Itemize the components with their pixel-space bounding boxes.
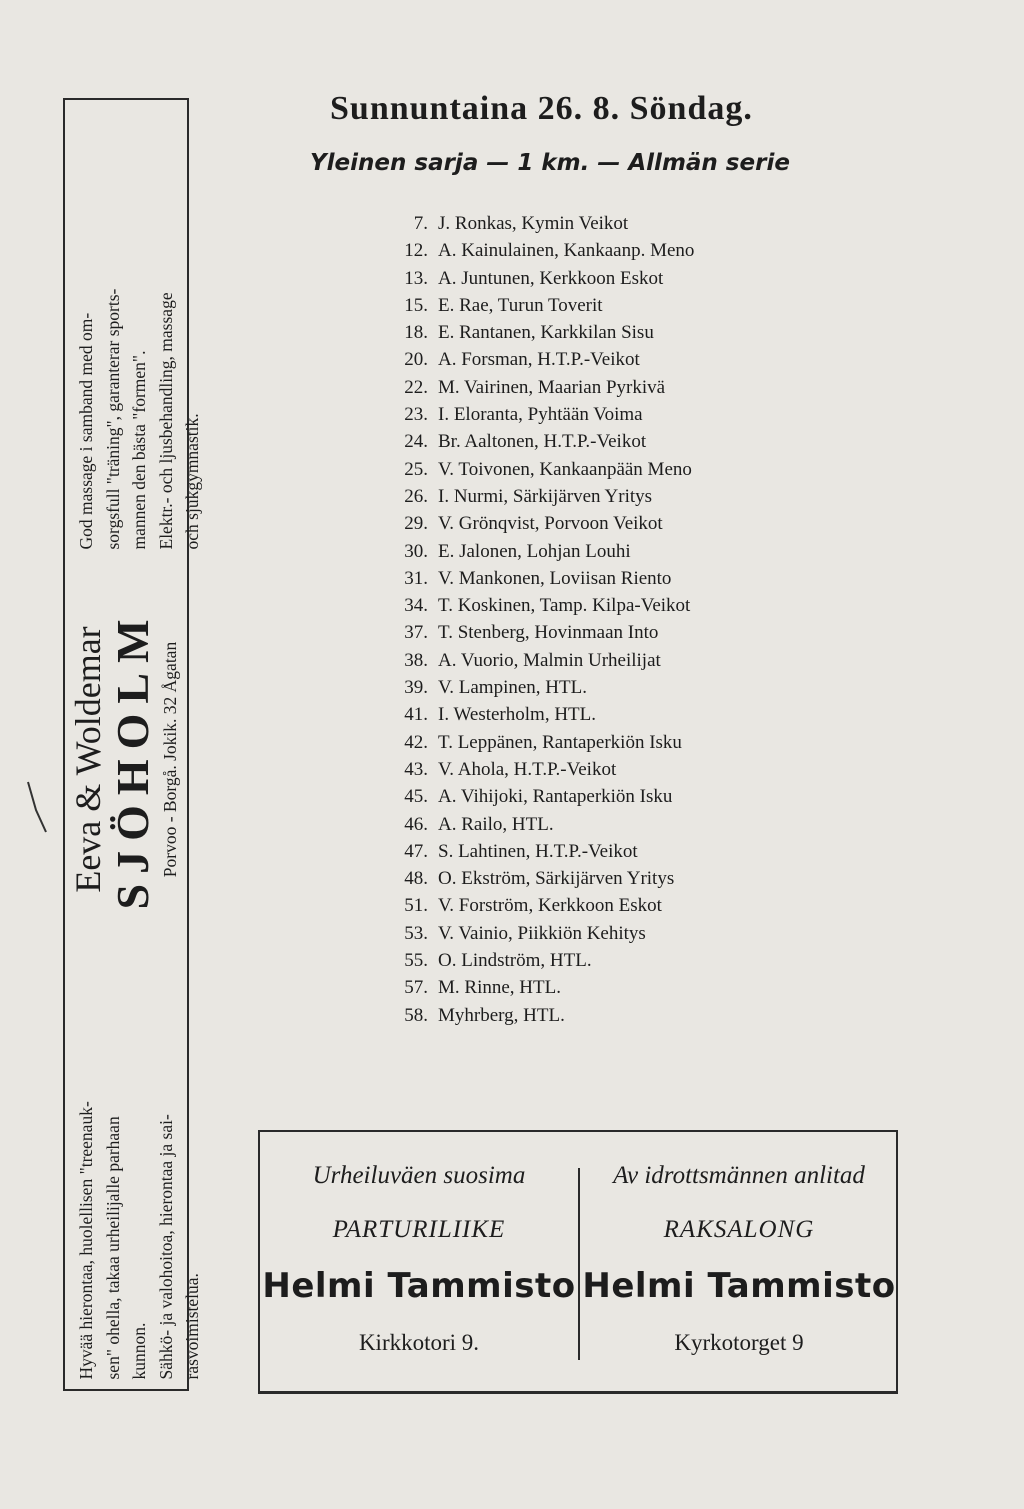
start-number: 34. bbox=[404, 595, 428, 617]
list-item bbox=[380, 947, 840, 974]
start-number: 30. bbox=[404, 540, 428, 562]
side-ad-content bbox=[65, 100, 203, 1389]
start-number: 18. bbox=[404, 322, 428, 344]
participant-name: T. Leppänen, Rantaperkiön Isku bbox=[438, 731, 682, 753]
list-item bbox=[380, 701, 840, 728]
start-number: 41. bbox=[404, 704, 428, 726]
list-item bbox=[380, 346, 840, 373]
participant-name: Myhrberg, HTL. bbox=[438, 1004, 565, 1026]
side-ad-fi-line: Sähkö- ja valohoitoa, hierontaa ja sai- bbox=[155, 1113, 176, 1379]
start-number: 58. bbox=[404, 1004, 428, 1026]
list-item bbox=[380, 1002, 840, 1029]
list-item bbox=[380, 456, 840, 483]
start-number: 42. bbox=[404, 731, 428, 753]
participant-name: V. Vainio, Piikkiön Kehitys bbox=[438, 922, 646, 944]
side-ad-sv-line: sorgsfull "träning", garanterar sports- bbox=[102, 288, 123, 549]
list-item bbox=[380, 592, 840, 619]
start-number: 22. bbox=[404, 376, 428, 398]
participant-name: Br. Aaltonen, H.T.P.-Veikot bbox=[438, 431, 647, 453]
list-item bbox=[380, 483, 840, 510]
start-number: 7. bbox=[413, 213, 428, 234]
participant-name: A. Vuorio, Malmin Urheilijat bbox=[438, 649, 661, 671]
participant-name: V. Ahola, H.T.P.-Veikot bbox=[438, 758, 617, 780]
side-ad-names: Eeva & Woldemar bbox=[68, 625, 108, 893]
start-number: 26. bbox=[404, 485, 428, 507]
page-subtitle: Yleinen sarja — 1 km. — Allmän serie bbox=[310, 150, 790, 176]
list-item bbox=[380, 647, 840, 674]
participant-name: I. Eloranta, Pyhtään Voima bbox=[438, 404, 643, 426]
start-number: 29. bbox=[404, 513, 428, 535]
start-number: 57. bbox=[404, 977, 428, 999]
start-number: 46. bbox=[404, 813, 428, 835]
side-ad-brand-block bbox=[65, 559, 187, 959]
participant-name: V. Forström, Kerkkoon Eskot bbox=[438, 895, 662, 917]
side-ad-sv-line: och sjukgymnastik. bbox=[182, 412, 203, 549]
list-item bbox=[380, 538, 840, 565]
side-ad-finnish-text bbox=[65, 959, 203, 1389]
participant-name: T. Koskinen, Tamp. Kilpa-Veikot bbox=[438, 595, 691, 617]
participant-name: A. Vihijoki, Rantaperkiön Isku bbox=[438, 786, 673, 808]
page-title: Sunnuntaina 26. 8. Söndag. bbox=[330, 90, 753, 127]
participant-list bbox=[380, 210, 840, 1029]
start-number: 38. bbox=[404, 649, 428, 671]
barber-ad-address: Kyrkotorget 9 bbox=[674, 1330, 804, 1355]
start-number: 48. bbox=[404, 868, 428, 890]
list-item bbox=[380, 619, 840, 646]
participant-name: A. Railo, HTL. bbox=[438, 813, 554, 835]
participant-name: M. Rinne, HTL. bbox=[438, 977, 561, 999]
list-item bbox=[380, 510, 840, 537]
participant-name: M. Vairinen, Maarian Pyrkivä bbox=[438, 376, 666, 398]
side-ad-fi-line: Hyvää hierontaa, huolellisen "treenauk- bbox=[76, 1100, 96, 1379]
side-ad-fi-line: rasvoimistelua. bbox=[182, 1272, 203, 1379]
start-number: 51. bbox=[404, 895, 428, 917]
side-ad-fi-line: kunnon. bbox=[129, 1322, 150, 1379]
side-ad-location: Porvoo - Borgå. Jokik. 32 Ågatan bbox=[159, 641, 180, 877]
start-number: 20. bbox=[404, 349, 428, 371]
list-item bbox=[380, 729, 840, 756]
start-number: 45. bbox=[404, 786, 428, 808]
participant-name: O. Ekström, Särkijärven Yritys bbox=[438, 868, 675, 890]
start-number: 53. bbox=[404, 922, 428, 944]
participant-name: A. Juntunen, Kerkkoon Eskot bbox=[438, 267, 664, 289]
pencil-mark-icon bbox=[22, 770, 52, 840]
list-item bbox=[380, 292, 840, 319]
barber-ad-type: RAKSALONG bbox=[663, 1216, 815, 1243]
side-advertisement bbox=[63, 98, 203, 1391]
side-ad-swedish-text bbox=[65, 100, 203, 559]
barber-ad-swedish bbox=[580, 1132, 898, 1391]
list-item bbox=[380, 892, 840, 919]
participant-name: V. Grönqvist, Porvoon Veikot bbox=[438, 513, 663, 535]
list-item bbox=[380, 428, 840, 455]
barber-ad-name: Helmi Tammisto bbox=[582, 1266, 896, 1306]
barber-ad-slogan: Av idrottsmännen anlitad bbox=[613, 1162, 865, 1189]
list-item bbox=[380, 974, 840, 1001]
start-number: 31. bbox=[404, 567, 428, 589]
barber-ad-finnish bbox=[260, 1132, 578, 1391]
list-item bbox=[380, 811, 840, 838]
barber-ad-type: PARTURILIIKE bbox=[332, 1216, 506, 1243]
side-ad-sv-line: mannen den bästa "formen". bbox=[129, 350, 150, 549]
participant-name: I. Westerholm, HTL. bbox=[438, 704, 597, 726]
start-number: 43. bbox=[404, 758, 428, 780]
list-item bbox=[380, 838, 840, 865]
participant-name: E. Rae, Turun Toverit bbox=[438, 294, 603, 316]
participant-name: O. Lindström, HTL. bbox=[438, 950, 592, 972]
barber-ad-address: Kirkkotori 9. bbox=[358, 1330, 480, 1355]
participant-name: S. Lahtinen, H.T.P.-Veikot bbox=[438, 840, 638, 862]
list-item bbox=[380, 374, 840, 401]
start-number: 15. bbox=[404, 294, 428, 316]
participant-name: E. Rantanen, Karkkilan Sisu bbox=[438, 322, 654, 344]
start-number: 13. bbox=[404, 267, 428, 289]
start-number: 47. bbox=[404, 840, 428, 862]
participant-name: A. Forsman, H.T.P.-Veikot bbox=[438, 349, 640, 371]
start-number: 25. bbox=[404, 458, 428, 480]
participant-name: V. Mankonen, Loviisan Riento bbox=[438, 567, 672, 589]
participant-name: I. Nurmi, Särkijärven Yritys bbox=[438, 485, 653, 507]
list-item bbox=[380, 565, 840, 592]
participant-name: V. Lampinen, HTL. bbox=[438, 677, 587, 699]
list-item bbox=[380, 674, 840, 701]
start-number: 55. bbox=[404, 950, 428, 972]
participant-name: V. Toivonen, Kankaanpään Meno bbox=[438, 458, 692, 480]
side-ad-sv-line: Elektr.- och ljusbehandling, massage bbox=[155, 291, 176, 549]
side-ad-fi-line: sen" ohella, takaa urheilijalle parhaan bbox=[102, 1115, 123, 1379]
list-item bbox=[380, 783, 840, 810]
list-item bbox=[380, 210, 840, 237]
side-ad-sv-line: God massage i samband med om- bbox=[76, 312, 96, 549]
participant-name: J. Ronkas, Kymin Veikot bbox=[438, 213, 629, 234]
participant-name: T. Stenberg, Hovinmaan Into bbox=[438, 622, 659, 644]
side-ad-brand: SJÖHOLM bbox=[106, 608, 158, 910]
start-number: 37. bbox=[404, 622, 428, 644]
barber-ad-slogan: Urheiluväen suosima bbox=[312, 1162, 526, 1189]
barber-ad-name: Helmi Tammisto bbox=[262, 1266, 576, 1306]
list-item bbox=[380, 265, 840, 292]
start-number: 23. bbox=[404, 404, 428, 426]
start-number: 24. bbox=[404, 431, 428, 453]
start-number: 39. bbox=[404, 677, 428, 699]
list-item bbox=[380, 319, 840, 346]
start-number: 12. bbox=[404, 240, 428, 262]
list-item bbox=[380, 237, 840, 264]
barber-advertisement bbox=[258, 1130, 898, 1394]
list-item bbox=[380, 756, 840, 783]
list-item bbox=[380, 920, 840, 947]
list-item bbox=[380, 401, 840, 428]
list-item bbox=[380, 865, 840, 892]
participant-name: E. Jalonen, Lohjan Louhi bbox=[438, 540, 631, 562]
participant-name: A. Kainulainen, Kankaanp. Meno bbox=[438, 240, 695, 262]
